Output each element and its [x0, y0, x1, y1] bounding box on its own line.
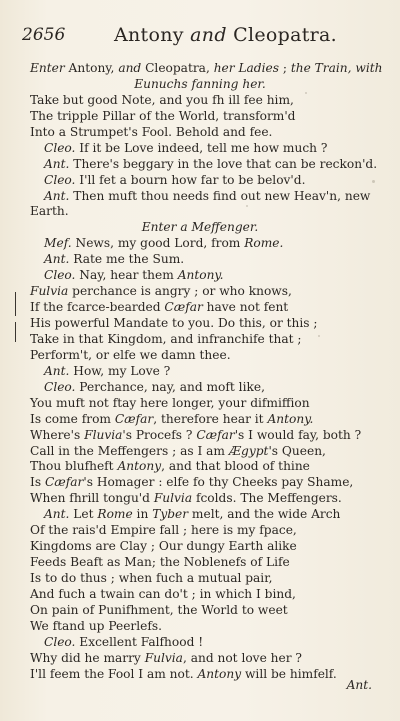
- text-line: Enter Antony, and Cleopatra, her Ladies ; the Train, with: [30, 61, 383, 75]
- text-line: Is to do thus ; when fuch a mutual pair,: [30, 571, 273, 585]
- text-line: I'll feem the Fool I am not. Antony will be himfelf.: [30, 666, 337, 681]
- text-line: Feeds Beaft as Man; the Noblenefs of Life: [30, 555, 290, 570]
- text-line: Where's Fluvia's Procefs ? Cæfar's I would fay, both ?: [30, 427, 362, 442]
- text-line: Perform't, or elfe we damn thee.: [30, 347, 231, 362]
- text-line: Eunuchs fanning her.: [134, 76, 266, 91]
- text-line: His powerful Mandate to you. Do this, or this ;: [30, 316, 318, 330]
- text-line: And fuch a twain can do't ; in which I bind,: [30, 586, 296, 601]
- scan-speck: [246, 205, 248, 207]
- text-line: Earth.: [30, 204, 69, 219]
- text-line: Ant. There's beggary in the love that can be reckon'd.: [44, 156, 378, 171]
- text-line: Ant. How, my Love ?: [44, 363, 171, 378]
- margin-mark: [15, 322, 16, 342]
- text-line: Why did he marry Fulvia, and not love her ?: [30, 650, 302, 665]
- text-line: Call in the Meffengers ; as I am Ægypt's Queen,: [30, 443, 326, 458]
- scan-speck: [318, 335, 320, 337]
- text-line: On pain of Punifhment, the World to weet: [30, 602, 288, 617]
- text-line: Enter a Meffenger.: [141, 220, 259, 235]
- text-line: Cleo. If it be Love indeed, tell me how much ?: [44, 140, 328, 155]
- scan-speck: [372, 180, 375, 183]
- text-line: Is Cæfar's Homager : elfe fo thy Cheeks pay Shame,: [30, 475, 354, 490]
- text-line: Cleo. Nay, hear them Antony.: [44, 268, 224, 283]
- text-line: Ant. Let Rome in Tyber melt, and the wide Arch: [44, 507, 341, 522]
- text-line: The tripple Pillar of the World, transform'd: [30, 108, 296, 123]
- title-and: and: [190, 24, 227, 46]
- title-part-2: Cleopatra.: [233, 24, 338, 46]
- page-header: [22, 22, 382, 48]
- text-line: Cleo. Excellent Falfhood !: [44, 634, 204, 649]
- text-line: Mef. News, my good Lord, from Rome.: [44, 236, 284, 251]
- text-line: Ant. Rate me the Sum.: [44, 252, 185, 267]
- page-number: 2656: [22, 25, 66, 45]
- running-title: [114, 22, 337, 48]
- text-line: Take in that Kingdom, and infranchife that ;: [30, 331, 302, 346]
- text-line: Thou blufheft Antony, and that blood of thine: [30, 459, 310, 474]
- text-line: If the fcarce-bearded Cæfar have not fent: [30, 300, 289, 315]
- text-line: When fhrill tongu'd Fulvia fcolds. The Meffengers.: [30, 491, 342, 506]
- catchword: Ant.: [346, 678, 372, 692]
- text-line: Is come from Cæfar, therefore hear it Antony.: [30, 411, 314, 426]
- text-line: Of the rais'd Empire fall ; here is my fpace,: [30, 523, 297, 538]
- text-line: Ant. Then muft thou needs find out new Heav'n, new: [44, 188, 371, 203]
- margin-mark: [15, 292, 16, 316]
- text-line: You muft not ftay here longer, your difmiffion: [30, 395, 310, 410]
- play-text: [30, 61, 383, 683]
- text-line: Fulvia perchance is angry ; or who knows,: [30, 284, 292, 299]
- text-line: Cleo. Perchance, nay, and moft like,: [44, 379, 265, 394]
- text-line: Kingdoms are Clay ; Our dungy Earth alike: [30, 539, 297, 554]
- scan-speck: [305, 92, 307, 94]
- title-part-1: Antony: [114, 24, 184, 46]
- text-line: Cleo. I'll fet a bourn how far to be belov'd.: [44, 172, 306, 187]
- text-line: Take but good Note, and you fh ill fee him,: [30, 92, 294, 107]
- text-line: Into a Strumpet's Fool. Behold and fee.: [30, 124, 273, 139]
- text-line: We ftand up Peerlefs.: [30, 618, 162, 633]
